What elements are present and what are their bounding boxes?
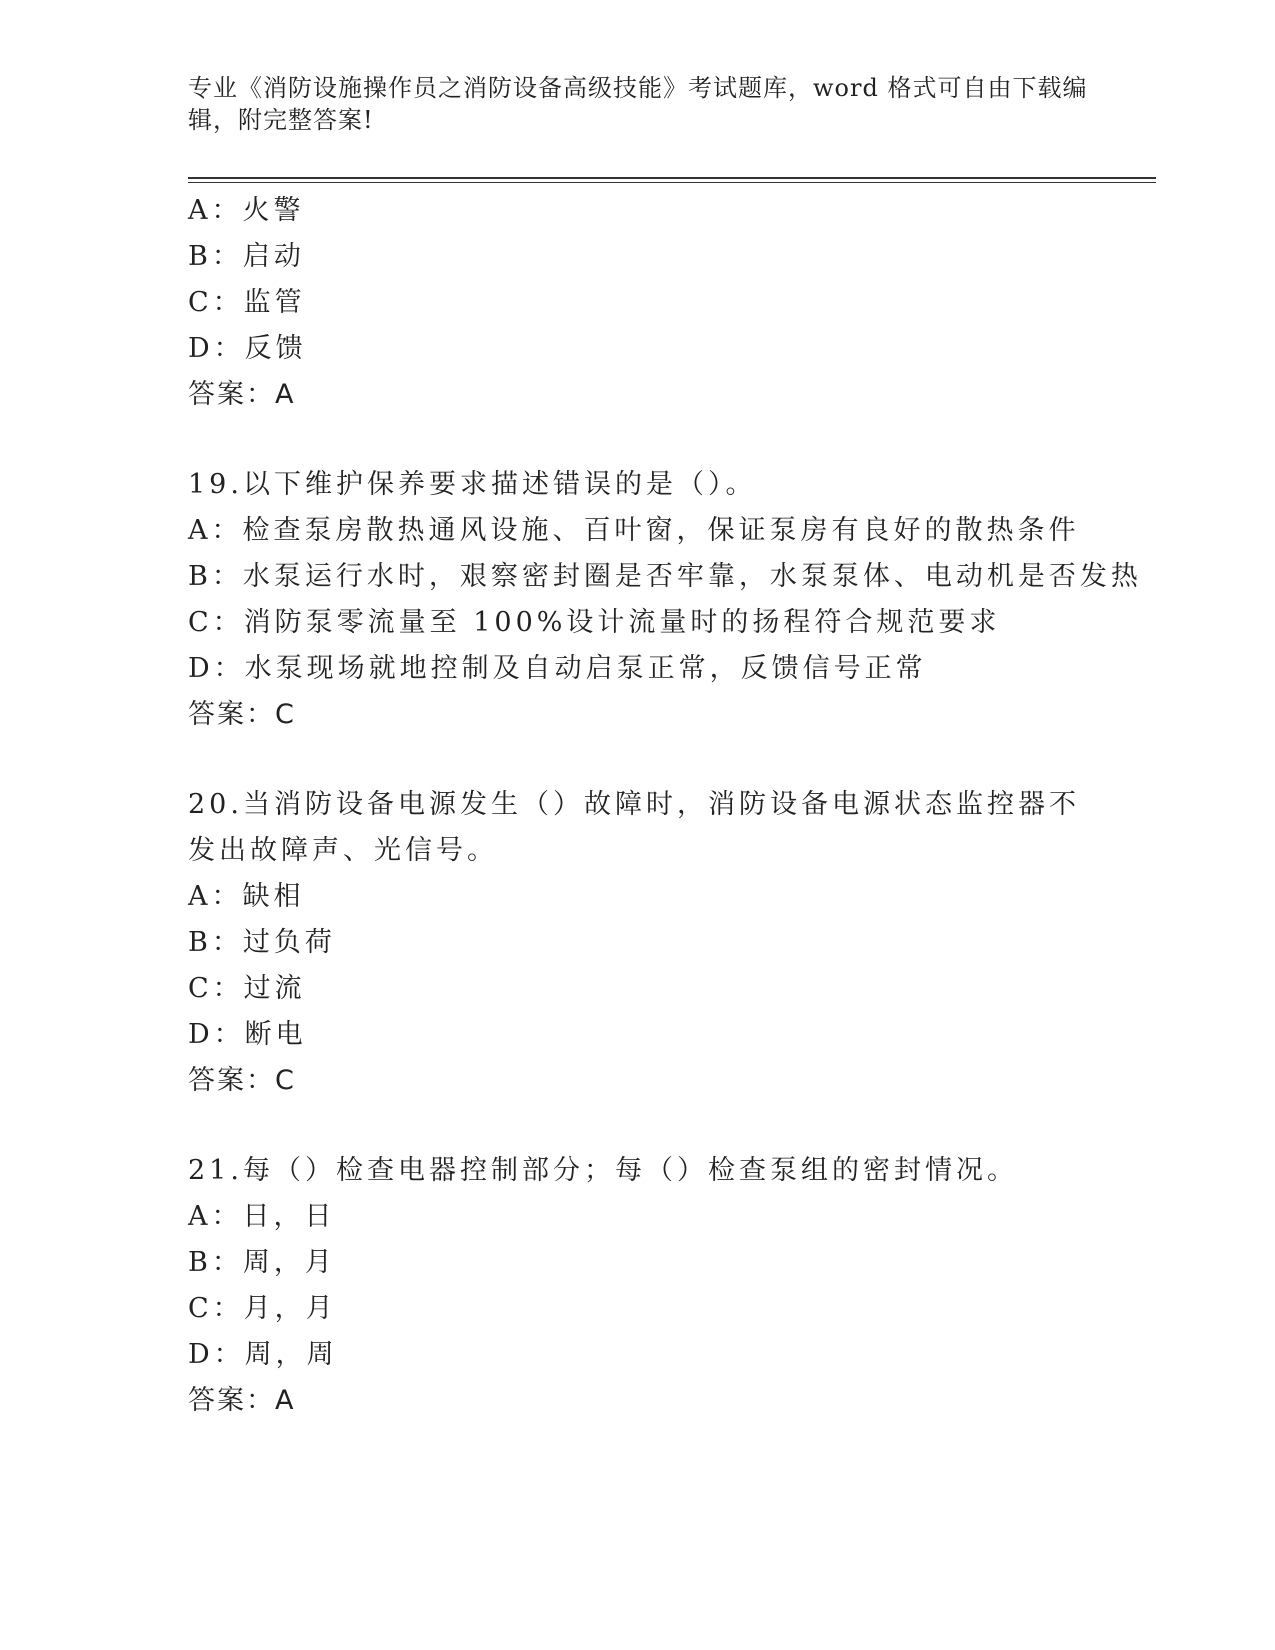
header-line-1: 专业《消防设施操作员之消防设备高级技能》考试题库，word 格式可自由下载编 xyxy=(188,74,1088,102)
option-c: C：消防泵零流量至 100%设计流量时的扬程符合规范要求 xyxy=(188,607,1001,638)
question-18 xyxy=(188,188,1088,418)
option-d: D：水泵现场就地控制及自动启泵正常，反馈信号正常 xyxy=(188,653,927,684)
answer-line: 答案：A xyxy=(188,1385,296,1416)
option-b: B：启动 xyxy=(188,241,305,272)
option-d: D：周，周 xyxy=(188,1339,338,1370)
answer-line: 答案：A xyxy=(188,379,296,410)
header-divider-top xyxy=(188,177,1156,179)
document-header xyxy=(188,72,1088,136)
option-b: B：水泵运行水时，艰察密封圈是否牢靠，水泵泵体、电动机是否发热 xyxy=(188,561,1142,592)
header-line-2: 辑，附完整答案! xyxy=(188,106,374,134)
question-20 xyxy=(188,782,1088,1104)
option-a: A：火警 xyxy=(188,195,305,226)
option-d: D：反馈 xyxy=(188,333,307,364)
question-text: 20.当消防设备电源发生（）故障时，消防设备电源状态监控器不发出故障声、光信号。 xyxy=(188,789,1080,866)
answer-line: 答案：C xyxy=(188,699,296,730)
question-list xyxy=(188,188,1142,1424)
question-21 xyxy=(188,1148,1088,1424)
option-b: B：周，月 xyxy=(188,1247,336,1278)
option-a: A：缺相 xyxy=(188,881,305,912)
answer-line: 答案：C xyxy=(188,1065,296,1096)
option-c: C：月，月 xyxy=(188,1293,337,1324)
option-d: D：断电 xyxy=(188,1019,307,1050)
question-text: 19.以下维护保养要求描述错误的是（）。 xyxy=(188,469,757,500)
option-a: A：检查泵房散热通风设施、百叶窗，保证泵房有良好的散热条件 xyxy=(188,515,1080,546)
option-c: C：监管 xyxy=(188,287,306,318)
option-c: C：过流 xyxy=(188,973,306,1004)
header-divider-bottom xyxy=(188,182,1156,183)
option-a: A：日，日 xyxy=(188,1201,336,1232)
option-b: B：过负荷 xyxy=(188,927,336,958)
question-19 xyxy=(188,462,1142,738)
question-text: 21.每（）检查电器控制部分；每（）检查泵组的密封情况。 xyxy=(188,1155,1018,1186)
